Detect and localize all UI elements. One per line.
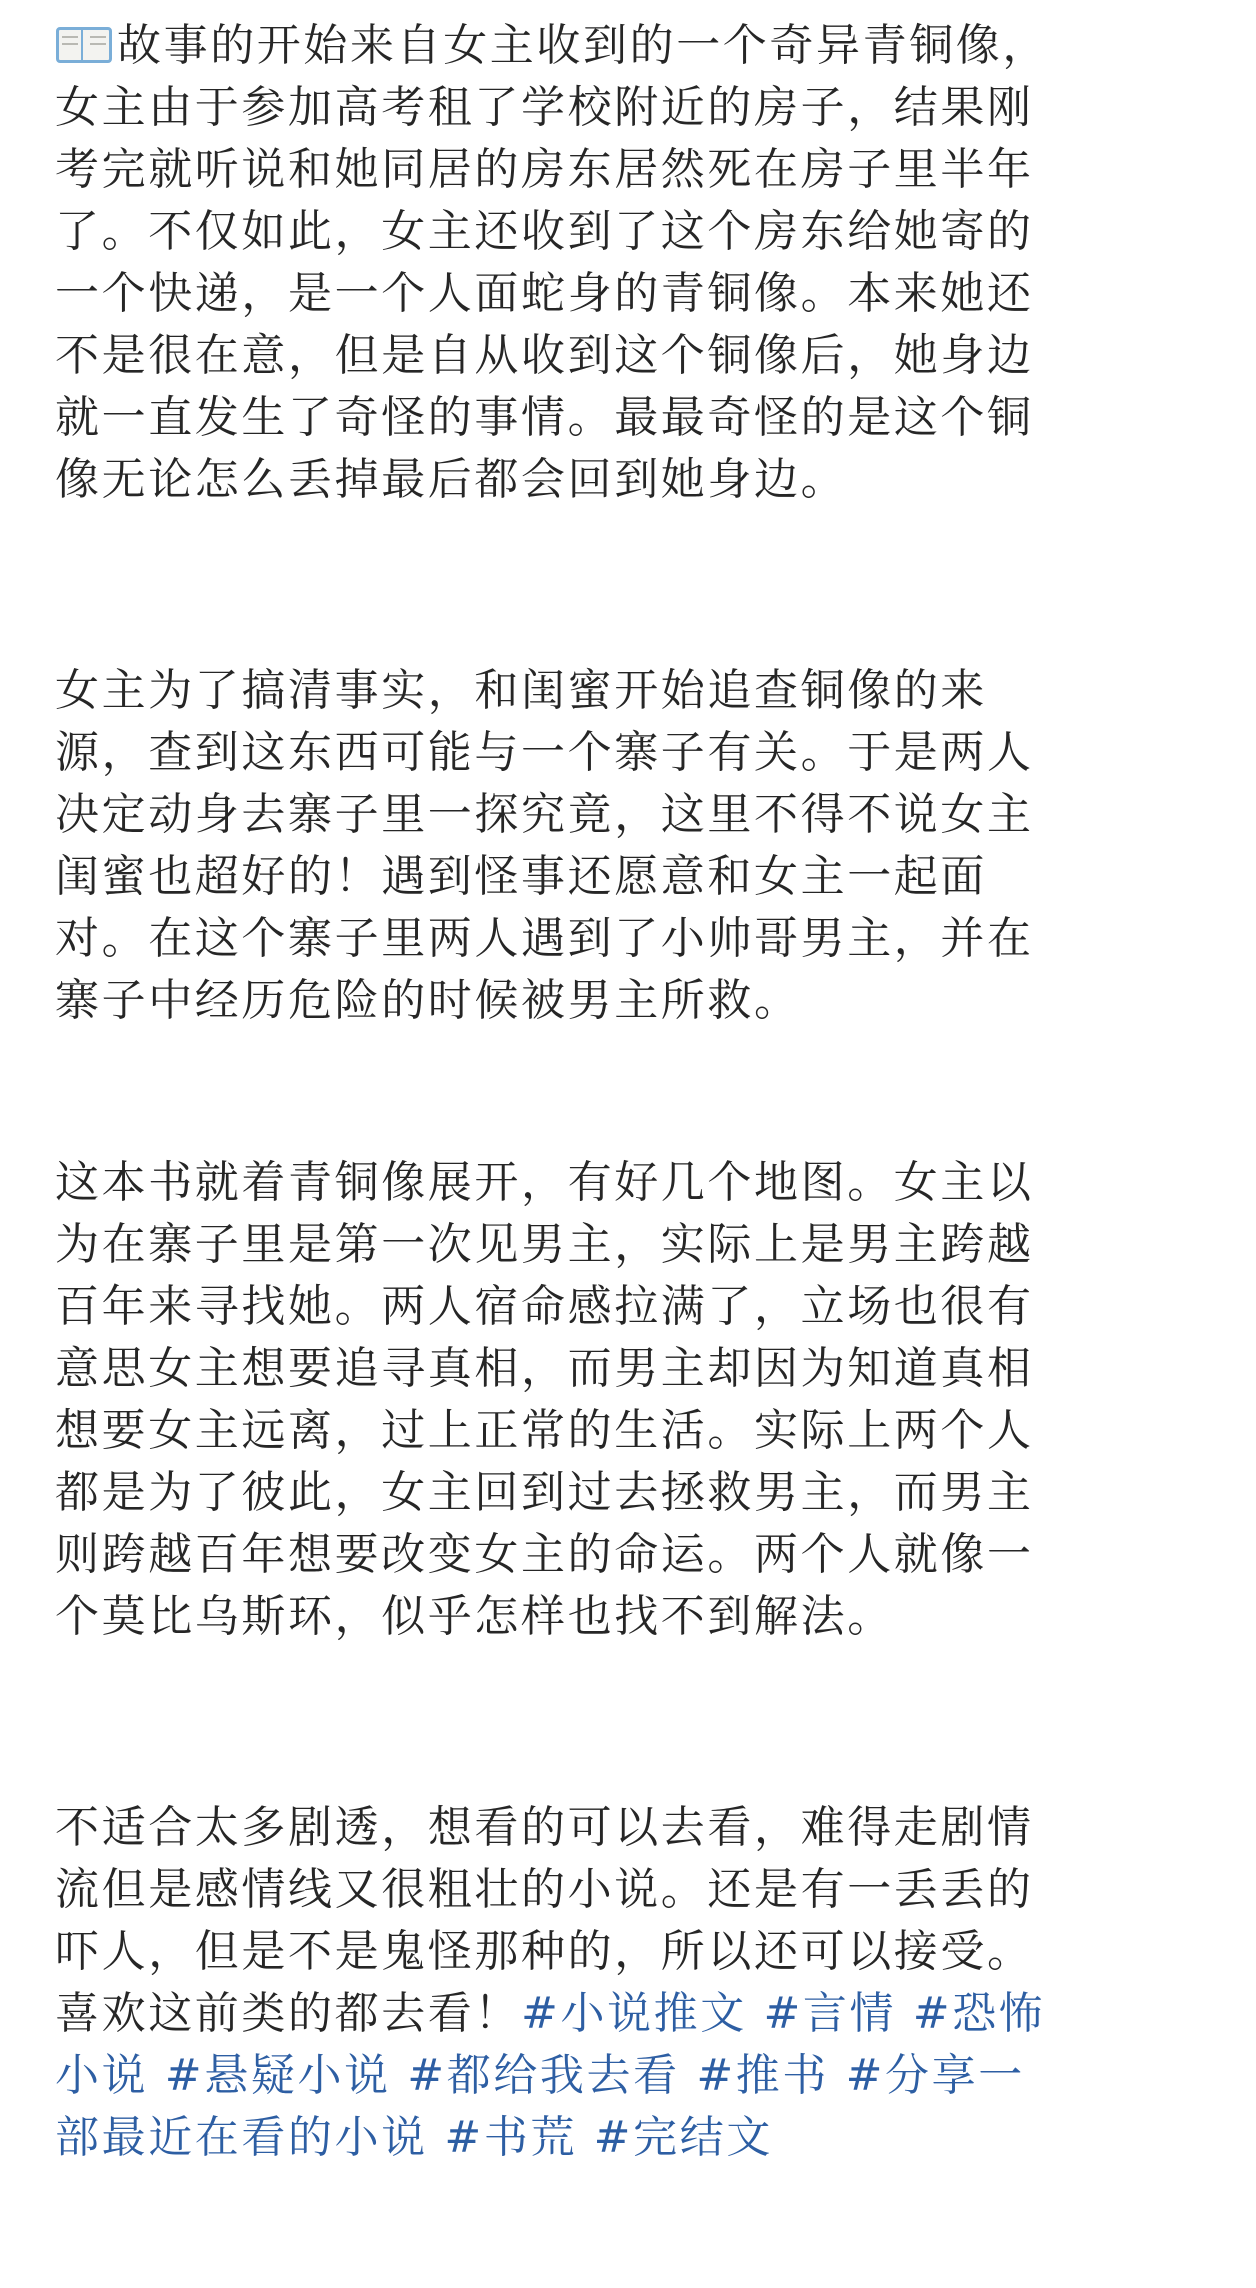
text-line: 了。不仅如此，女主还收到了这个房东给她寄的 <box>55 206 1034 257</box>
paragraph-4 <box>55 1797 1045 2169</box>
hashtag-link[interactable]: #都给我去看 <box>407 2050 680 2101</box>
hashtag-link[interactable]: #推书 <box>696 2050 829 2101</box>
text-line: 都是为了彼此，女主回到过去拯救男主，而男主 <box>55 1467 1034 1518</box>
text-line: 女主由于参加高考租了学校附近的房子，结果刚 <box>55 82 1034 133</box>
text-line: 不适合太多剧透，想看的可以去看，难得走剧情 <box>55 1802 1034 1853</box>
text-line: 个莫比乌斯环，似乎怎样也找不到解法。 <box>55 1591 894 1642</box>
text-line: 为在寨子里是第一次见男主，实际上是男主跨越 <box>55 1219 1034 1270</box>
hashtag-link[interactable]: 部最近在看的小说 <box>55 2112 428 2163</box>
text-line: 则跨越百年想要改变女主的命运。两个人就像一 <box>55 1529 1034 1580</box>
text-line <box>55 2107 1045 2169</box>
hashtag-link[interactable]: #小说推文 <box>521 1988 747 2039</box>
text-line: 不是很在意，但是自从收到这个铜像后，她身边 <box>55 330 1034 381</box>
text-line: 考完就听说和她同居的房东居然死在房子里半年 <box>55 144 1034 195</box>
text-line <box>55 15 1049 77</box>
text-line: 吓人，但是不是鬼怪那种的，所以还可以接受。 <box>55 1926 1034 1977</box>
text-line: 这本书就着青铜像展开，有好几个地图。女主以 <box>55 1157 1034 1208</box>
text-line <box>55 2045 1045 2107</box>
text-line: 一个快递，是一个人面蛇身的青铜像。本来她还 <box>55 268 1034 319</box>
open-book-icon <box>55 25 113 63</box>
hashtag-link[interactable]: #言情 <box>763 1988 897 2039</box>
text-line: 寨子中经历危险的时候被男主所救。 <box>55 975 801 1026</box>
text-segment: 故事的开始来自女主收到的一个奇异青铜像， <box>117 20 1049 71</box>
text-line: 对。在这个寨子里两人遇到了小帅哥男主，并在 <box>55 913 1034 964</box>
text-line: 女主为了搞清事实，和闺蜜开始追查铜像的来 <box>55 665 987 716</box>
text-line: 闺蜜也超好的！遇到怪事还愿意和女主一起面 <box>55 851 987 902</box>
text-line: 想要女主远离，过上正常的生活。实际上两个人 <box>55 1405 1034 1456</box>
text-line: 决定动身去寨子里一探究竟，这里不得不说女主 <box>55 789 1034 840</box>
paragraph-3 <box>55 1152 1034 1648</box>
text-line: 就一直发生了奇怪的事情。最最奇怪的是这个铜 <box>55 392 1034 443</box>
hashtag-link[interactable]: #完结文 <box>593 2112 773 2163</box>
paragraph-2 <box>55 660 1034 1032</box>
hashtag-link[interactable]: #恐怖 <box>912 1988 1046 2039</box>
hashtag-link[interactable]: #分享一 <box>845 2050 1025 2101</box>
hashtag-link[interactable]: #悬疑小说 <box>164 2050 391 2101</box>
text-line: 百年来寻找她。两人宿命感拉满了，立场也很有 <box>55 1281 1034 1332</box>
hashtag-link[interactable]: 小说 <box>55 2050 149 2101</box>
text-segment: 喜欢这前类的都去看！ <box>55 1988 521 2039</box>
text-line: 流但是感情线又很粗壮的小说。还是有一丢丢的 <box>55 1864 1034 1915</box>
text-line: 意思女主想要追寻真相，而男主却因为知道真相 <box>55 1343 1034 1394</box>
text-line: 源，查到这东西可能与一个寨子有关。于是两人 <box>55 727 1034 778</box>
paragraph-1 <box>55 15 1049 511</box>
text-line: 像无论怎么丢掉最后都会回到她身边。 <box>55 454 848 505</box>
text-line <box>55 1983 1045 2045</box>
hashtag-link[interactable]: #书荒 <box>444 2112 578 2163</box>
